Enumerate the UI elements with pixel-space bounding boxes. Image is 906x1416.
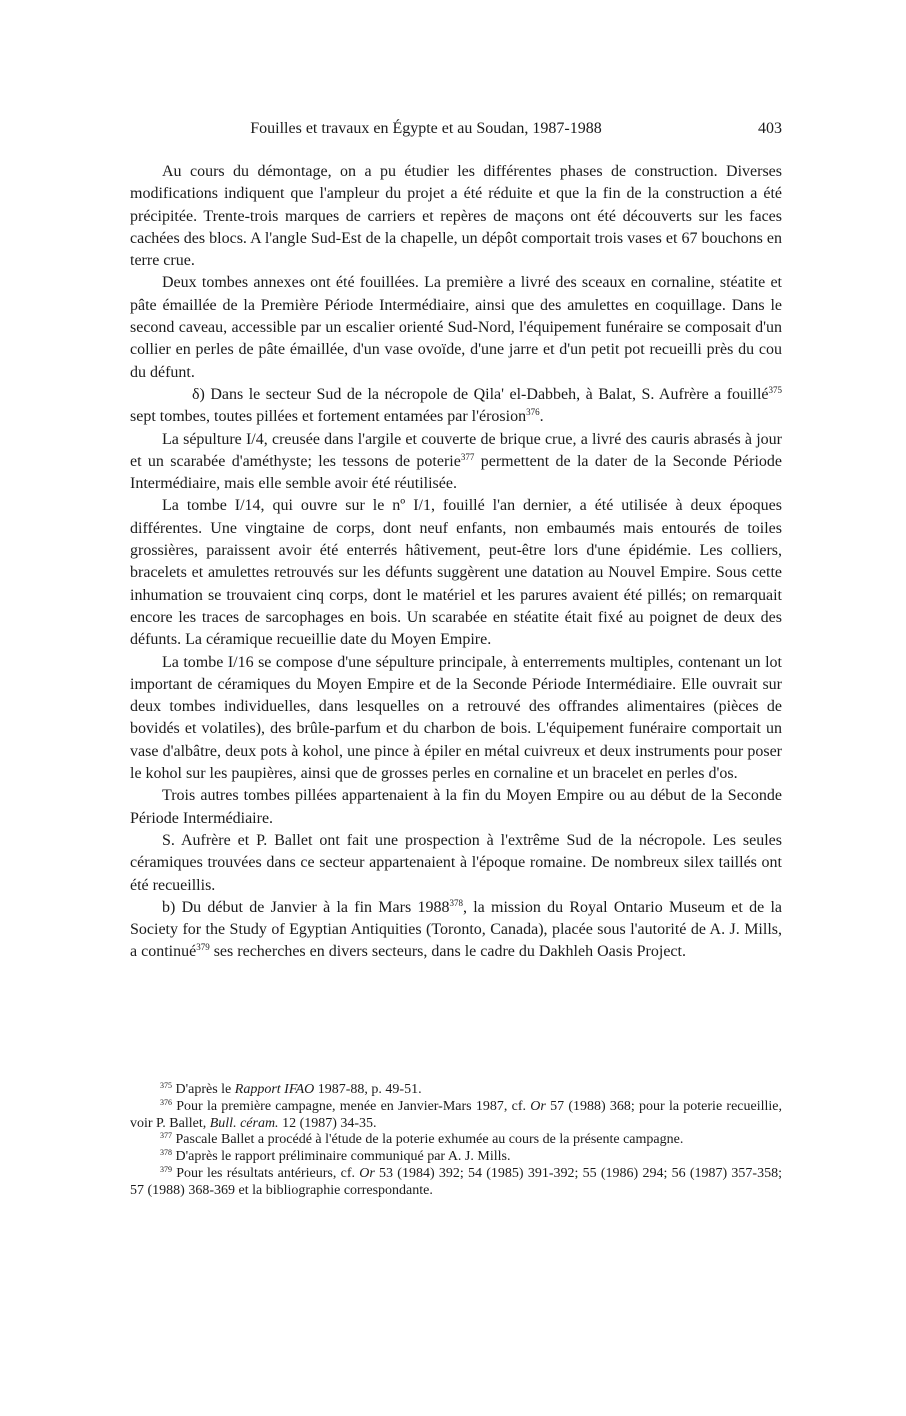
italic-title: Rapport IFAO — [234, 1082, 315, 1097]
paragraph — [130, 495, 782, 651]
text-run: ses recherches en divers secteurs, dans le cadre du Dakhleh Oasis Project. — [209, 943, 686, 961]
footnotes — [130, 1082, 782, 1200]
text-run: Pour les résultats antérieurs, cf. — [172, 1165, 360, 1181]
footnote — [130, 1099, 782, 1133]
text-run: 1987-88, p. 49-51. — [314, 1082, 422, 1097]
text-run: Deux tombes annexes ont été fouillées. La première a livré des sceaux en cornaline, stéatite et pâte émaillée de la Première Période Intermédiaire, ainsi que des amulettes en coquillage. Dans le second caveau, accessible par un escalier orienté Sud-Nord, l'équipement funéraire se composait d'un collier en perles de pâte émaillée, d'un vase ovoïde, d'une jarre et d'un petit pot recueilli près du cou du défunt. — [130, 274, 782, 381]
footnote-ref: 377 — [460, 451, 475, 462]
text-run: permettent de la dater de la Seconde Période Intermédiaire, mais elle semble avoir été réutilisée. — [130, 452, 783, 493]
text-run: Au cours du démontage, on a pu étudier les différentes phases de construction. Diverses modifications indiquent que l'ampleur du projet a été réduite et que la fin de la construction a été précipitée. Trente-trois marques de carriers et repères de maçons ont été découverts sur les faces cachées des blocs. A l'angle Sud-Est de la chapelle, un dépôt comportait trois vases et 67 bouchons en terre crue. — [130, 163, 782, 270]
paragraph — [130, 429, 782, 496]
text-run: D'après le rapport préliminaire communiqué par A. J. Mills. — [172, 1149, 511, 1165]
text-run: 57 (1988) 368; pour la poterie recueillie, voir P. Ballet, — [130, 1098, 782, 1131]
text-run: D'après le — [172, 1082, 235, 1097]
footnote-ref: 378 — [449, 897, 463, 908]
footnote-ref: 377 — [160, 1131, 172, 1141]
footnote — [130, 1132, 782, 1149]
text-run: 53 (1984) 392; 54 (1985) 391-392; 55 (1986) 294; 56 (1987) 357-358; 57 (1988) 368-369 et la bibliographie correspondante. — [130, 1165, 782, 1198]
paragraph — [130, 830, 782, 897]
footnote-ref: 376 — [526, 407, 540, 418]
text-run: , la mission du Royal Ontario Museum et de la Society for the Study of Egyptian Antiquities (Toronto, Canada), placée sous l'autorité de A. J. Mills, a continué — [130, 898, 782, 961]
paragraph — [130, 384, 782, 429]
text-run: Trois autres tombes pillées appartenaient à la fin du Moyen Empire ou au début de la Seconde Période Intermédiaire. — [130, 787, 782, 827]
text-run: La tombe I/16 se compose d'une sépulture principale, à enterrements multiples, contenant un lot important de céramiques du Moyen Empire et de la Seconde Période Intermédiaire. Elle ouvrait sur deux tombes individuelles, dans lesquelles on a retrouvé des offrandes alimentaires (pièces de bovidés et volatiles), des brûle-parfum et du charbon de bois. L'équipement funéraire comportait un vase d'albâtre, deux pots à kohol, une pince à épiler en métal cuivreux et deux instruments pour poser le kohol sur les paupières, ainsi que de grosses perles en cornaline et un bracelet en perles d'os. — [130, 653, 782, 783]
paragraph — [130, 161, 782, 272]
footnote — [130, 1082, 782, 1099]
footnote-ref: 375 — [768, 384, 782, 395]
body-text — [130, 161, 782, 964]
footnote-ref: 376 — [160, 1097, 172, 1107]
text-run: δ) Dans le secteur Sud de la nécropole de Qila' el-Dabbeh, à Balat, S. Aufrère a fouillé — [192, 385, 769, 403]
text-run: La sépulture I/4, creusée dans l'argile et couverte de brique crue, a livré des cauris abrasés à jour et un scarabée d'améthyste; les tessons de poterie — [130, 430, 782, 470]
footnote-ref: 378 — [160, 1148, 172, 1158]
footnote — [130, 1149, 782, 1166]
footnote — [130, 1166, 782, 1200]
footnote-ref: 379 — [196, 942, 210, 953]
text-run: sept tombes, toutes pillées et fortement entamées par l'érosion — [130, 408, 527, 426]
footnote-ref: 379 — [160, 1164, 172, 1174]
paragraph — [130, 897, 782, 964]
paragraph — [130, 785, 782, 830]
text-run: Pour la première campagne, menée en Janvier-Mars 1987, cf. — [172, 1098, 531, 1114]
running-title: Fouilles et travaux en Égypte et au Soudan, 1987-1988 — [250, 120, 602, 137]
text-run: Pascale Ballet a procédé à l'étude de la poterie exhumée au cours de la présente campagne. — [172, 1132, 684, 1148]
text-run: La tombe I/14, qui ouvre sur le nº I/1, fouillé l'an dernier, a été utilisée à deux époques différentes. Une vingtaine de corps, dont neuf enfants, non embaumés mais entourés de toiles grossières, paraissent avoir été enterrés hâtivement, peut-être lors d'une épidémie. Les colliers, bracelets et amulettes retrouvés sur les défunts suggèrent une datation au Nouvel Empire. Sous cette inhumation se trouvaient cinq corps, dont le matériel et les parures avaient été pillés; on remarquait encore les traces de sarcophages en bois. Un scarabée en stéatite était fixé au poignet de deux des défunts. La céramique recueillie date du Moyen Empire. — [130, 497, 782, 649]
italic-title: Or — [530, 1098, 546, 1114]
text-run: . — [539, 408, 544, 426]
italic-title: Bull. céram. — [209, 1115, 279, 1131]
footnote-ref: 375 — [160, 1081, 172, 1090]
running-header — [130, 120, 782, 142]
page-number: 403 — [758, 120, 782, 137]
paragraph — [130, 652, 782, 786]
text-run: 12 (1987) 34-35. — [278, 1115, 377, 1131]
text-run: S. Aufrère et P. Ballet ont fait une prospection à l'extrême Sud de la nécropole. Les seules céramiques trouvées dans ce secteur appartenaient à l'époque romaine. De nombreux silex taillés ont été recueillis. — [130, 831, 782, 894]
text-run: b) Du début de Janvier à la fin Mars 1988 — [162, 898, 450, 916]
italic-title: Or — [359, 1165, 375, 1181]
paragraph — [130, 272, 782, 383]
